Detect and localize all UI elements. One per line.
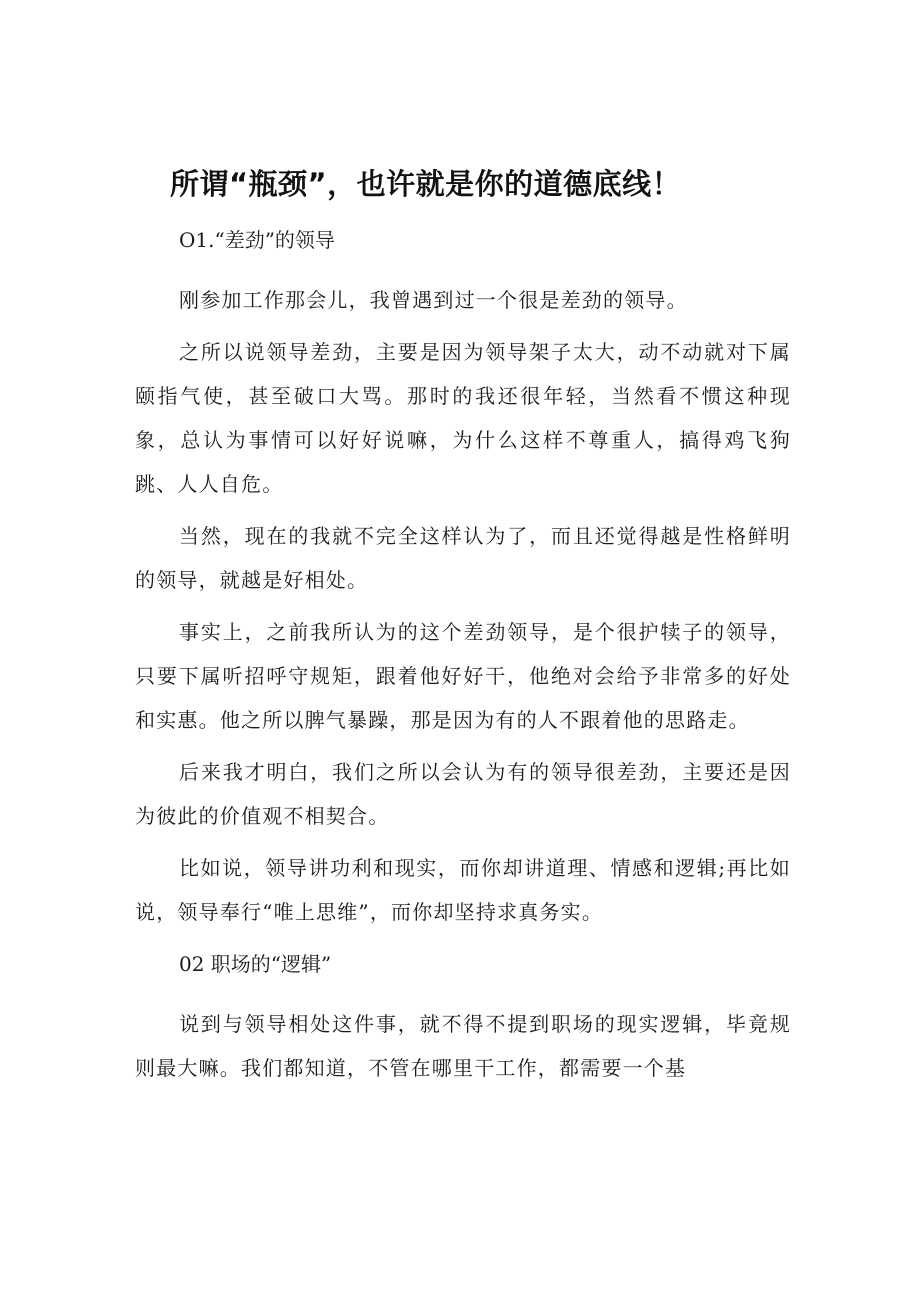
article-body [135, 224, 791, 1090]
paragraph-gap [135, 934, 791, 942]
article-title: 所谓“瓶颈”，也许就是你的道德底线！ [170, 167, 682, 201]
paragraph-gap [135, 742, 791, 750]
paragraph: 之所以说领导差劲，主要是因为领导架子太大，动不动就对下属颐指气使，甚至破口大骂。那时的我还很年轻，当然看不惯这种现象，总认为事情可以好好说嘛，为什么这样不尊重人，搞得鸡飞狗跳、人人自危。 [135, 340, 791, 496]
paragraph-gap [135, 322, 791, 330]
paragraph-gap [135, 506, 791, 514]
paragraph-gap [135, 602, 791, 610]
paragraph: 后来我才明白，我们之所以会认为有的领导很差劲，主要还是因为彼此的价值观不相契合。 [135, 760, 791, 828]
section-heading-2: 02 职场的“逻辑” [179, 952, 332, 976]
paragraph: 说到与领导相处这件事，就不得不提到职场的现实逻辑，毕竟规则最大嘛。我们都知道，不管在哪里干工作，都需要一个基 [135, 1012, 791, 1080]
paragraph: 刚参加工作那会儿，我曾遇到过一个很是差劲的领导。 [179, 288, 688, 312]
paragraph: 事实上，之前我所认为的这个差劲领导，是个很护犊子的领导，只要下属听招呼守规矩，跟着他好好干，他绝对会给予非常多的好处和实惠。他之所以脾气暴躁，那是因为有的人不跟着他的思路走。 [135, 620, 791, 732]
paragraph-gap [135, 838, 791, 846]
paragraph: 比如说，领导讲功利和现实，而你却讲道理、情感和逻辑;再比如说，领导奉行“唯上思维”，而你却坚持求真务实。 [135, 856, 791, 924]
paragraph: 当然，现在的我就不完全这样认为了，而且还觉得越是性格鲜明的领导，就越是好相处。 [135, 524, 791, 592]
section-heading-1: O1.“差劲”的领导 [179, 228, 335, 252]
